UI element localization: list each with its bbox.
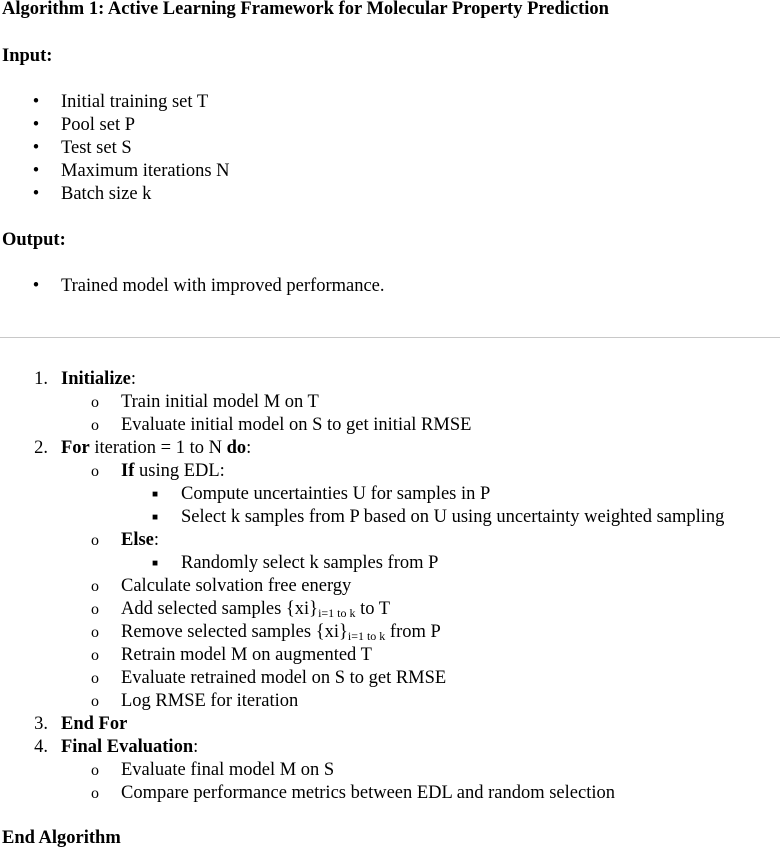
bullet-icon: • [32, 115, 40, 135]
step-number: 1. [34, 369, 48, 389]
circle-bullet-icon: o [91, 394, 99, 411]
circle-bullet-icon: o [91, 762, 99, 779]
end-algorithm: End Algorithm [2, 828, 121, 848]
algorithm-title: Algorithm 1: Active Learning Framework for Molecular Property Prediction [2, 0, 609, 19]
circle-bullet-icon: o [91, 463, 99, 480]
circle-bullet-icon: o [91, 578, 99, 595]
circle-bullet-icon: o [91, 601, 99, 618]
horizontal-divider [0, 337, 780, 338]
output-heading: Output: [2, 230, 66, 250]
square-bullet-icon: ■ [151, 489, 159, 500]
step-number: 4. [34, 737, 48, 757]
bullet-icon: • [32, 161, 40, 181]
bullet-icon: • [32, 92, 40, 112]
step-label: End For [61, 714, 128, 734]
keyword-else: Else [121, 530, 154, 550]
square-bullet-icon: ■ [151, 512, 159, 523]
circle-bullet-icon: o [91, 670, 99, 687]
step-label: Initialize [61, 369, 131, 389]
bullet-icon: • [32, 276, 40, 296]
circle-bullet-icon: o [91, 624, 99, 641]
step-number: 2. [34, 438, 48, 458]
step-label: Final Evaluation [61, 737, 194, 757]
keyword-if: If [121, 461, 135, 481]
input-heading: Input: [2, 46, 53, 66]
step-number: 3. [34, 714, 48, 734]
circle-bullet-icon: o [91, 532, 99, 549]
circle-bullet-icon: o [91, 693, 99, 710]
circle-bullet-icon: o [91, 417, 99, 434]
circle-bullet-icon: o [91, 647, 99, 664]
square-bullet-icon: ■ [151, 558, 159, 569]
keyword-do: do [226, 438, 247, 458]
bullet-icon: • [32, 184, 40, 204]
keyword-for: For [61, 438, 90, 458]
circle-bullet-icon: o [91, 785, 99, 802]
bullet-icon: • [32, 138, 40, 158]
